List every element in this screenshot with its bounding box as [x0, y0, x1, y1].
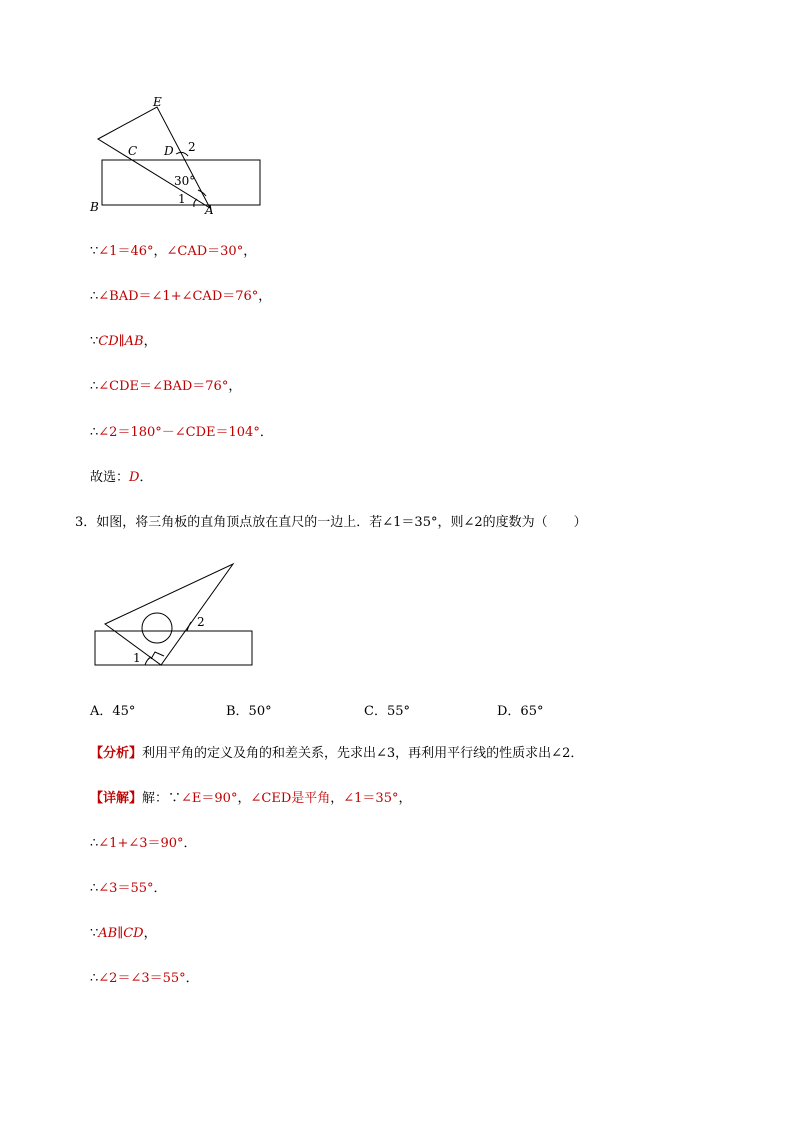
- answer-letter: D: [129, 470, 140, 485]
- label-1: 1: [133, 651, 141, 665]
- angle-mark-2: [187, 622, 191, 631]
- punct: ，: [228, 379, 242, 394]
- given-angle-1: ∠1＝35°: [343, 791, 399, 806]
- separator: ，: [237, 791, 251, 806]
- because-symbol: ∵: [90, 244, 99, 259]
- separator: ，: [330, 791, 344, 806]
- triangle: [105, 564, 233, 665]
- detail-line-1: [90, 790, 412, 808]
- angle-mark-1: [145, 657, 151, 665]
- option-c[interactable]: C．55°: [364, 704, 410, 719]
- statement: ∠3＝55°: [98, 881, 154, 896]
- statement: ∠BAD＝∠1+∠CAD＝76°: [98, 289, 259, 304]
- answer-prefix: 故选：: [90, 470, 130, 485]
- punct: ，: [243, 244, 257, 259]
- solution-line-2: [90, 288, 271, 306]
- statement: ∠2＝∠3＝55°: [98, 971, 186, 986]
- right-angle-mark: [151, 652, 164, 659]
- label-1: 1: [178, 192, 186, 206]
- triangle-hole: [142, 613, 172, 643]
- label-C: C: [128, 144, 138, 158]
- therefore-symbol: ∴: [90, 836, 99, 851]
- separator: ，: [153, 244, 167, 259]
- punct: ．: [153, 881, 167, 896]
- answer-line: [90, 469, 152, 487]
- given-angle-1: ∠1＝46°: [98, 244, 154, 259]
- statement: ∠2＝180°－∠CDE＝104°: [98, 425, 260, 440]
- punct: ．: [139, 470, 153, 485]
- label-2: 2: [197, 615, 205, 629]
- punct: ，: [398, 791, 412, 806]
- given-straight-angle: ∠CED是平角: [250, 791, 331, 806]
- label-E: E: [153, 95, 162, 109]
- statement: ∠CDE＝∠BAD＝76°: [98, 379, 229, 394]
- therefore-symbol: ∴: [90, 881, 99, 896]
- punct: ，: [143, 334, 157, 349]
- therefore-symbol: ∴: [90, 289, 99, 304]
- detail-line-5: [90, 970, 199, 988]
- label-2: 2: [188, 140, 196, 154]
- option-a[interactable]: A．45°: [90, 704, 136, 719]
- label-A: A: [205, 203, 214, 217]
- solution-line-4: [90, 378, 241, 396]
- triangle: [98, 107, 210, 208]
- given-angle-cad: ∠CAD＝30°: [166, 244, 244, 259]
- figure-2: [88, 558, 258, 670]
- punct: ．: [183, 836, 197, 851]
- detail-line-3: [90, 880, 167, 898]
- punct: ．: [185, 971, 199, 986]
- solution-line-1: [90, 243, 256, 261]
- statement: AB∥CD: [98, 926, 144, 941]
- therefore-symbol: ∴: [90, 971, 99, 986]
- punct: ．: [259, 425, 273, 440]
- punct: ，: [258, 289, 272, 304]
- detail-line-4: [90, 925, 157, 943]
- figure-1: [80, 90, 280, 225]
- therefore-symbol: ∴: [90, 425, 99, 440]
- label-30: 30°: [174, 174, 196, 188]
- statement: CD∥AB: [98, 334, 144, 349]
- analysis-line: [90, 745, 583, 763]
- detail-line-2: [90, 835, 197, 853]
- detail-tag: 【详解】: [90, 791, 143, 806]
- analysis-text: 利用平角的定义及角的和差关系，先求出∠3，再利用平行线的性质求出∠2．: [142, 746, 584, 761]
- given-angle-e: ∠E＝90°: [181, 791, 238, 806]
- because-symbol: ∵: [90, 334, 99, 349]
- analysis-tag: 【分析】: [90, 746, 143, 761]
- label-B: B: [90, 200, 99, 214]
- statement: ∠1+∠3＝90°: [98, 836, 184, 851]
- question-3-text: 3．如图，将三角板的直角顶点放在直尺的一边上．若∠1＝35°，则∠2的度数为（ ）: [75, 515, 587, 530]
- option-b[interactable]: B．50°: [226, 704, 272, 719]
- detail-prefix: 解：∵: [142, 791, 182, 806]
- solution-line-3: [90, 333, 157, 351]
- option-d[interactable]: D．65°: [497, 704, 544, 719]
- because-symbol: ∵: [90, 926, 99, 941]
- label-D: D: [164, 144, 174, 158]
- therefore-symbol: ∴: [90, 379, 99, 394]
- solution-line-5: [90, 424, 273, 442]
- punct: ，: [143, 926, 157, 941]
